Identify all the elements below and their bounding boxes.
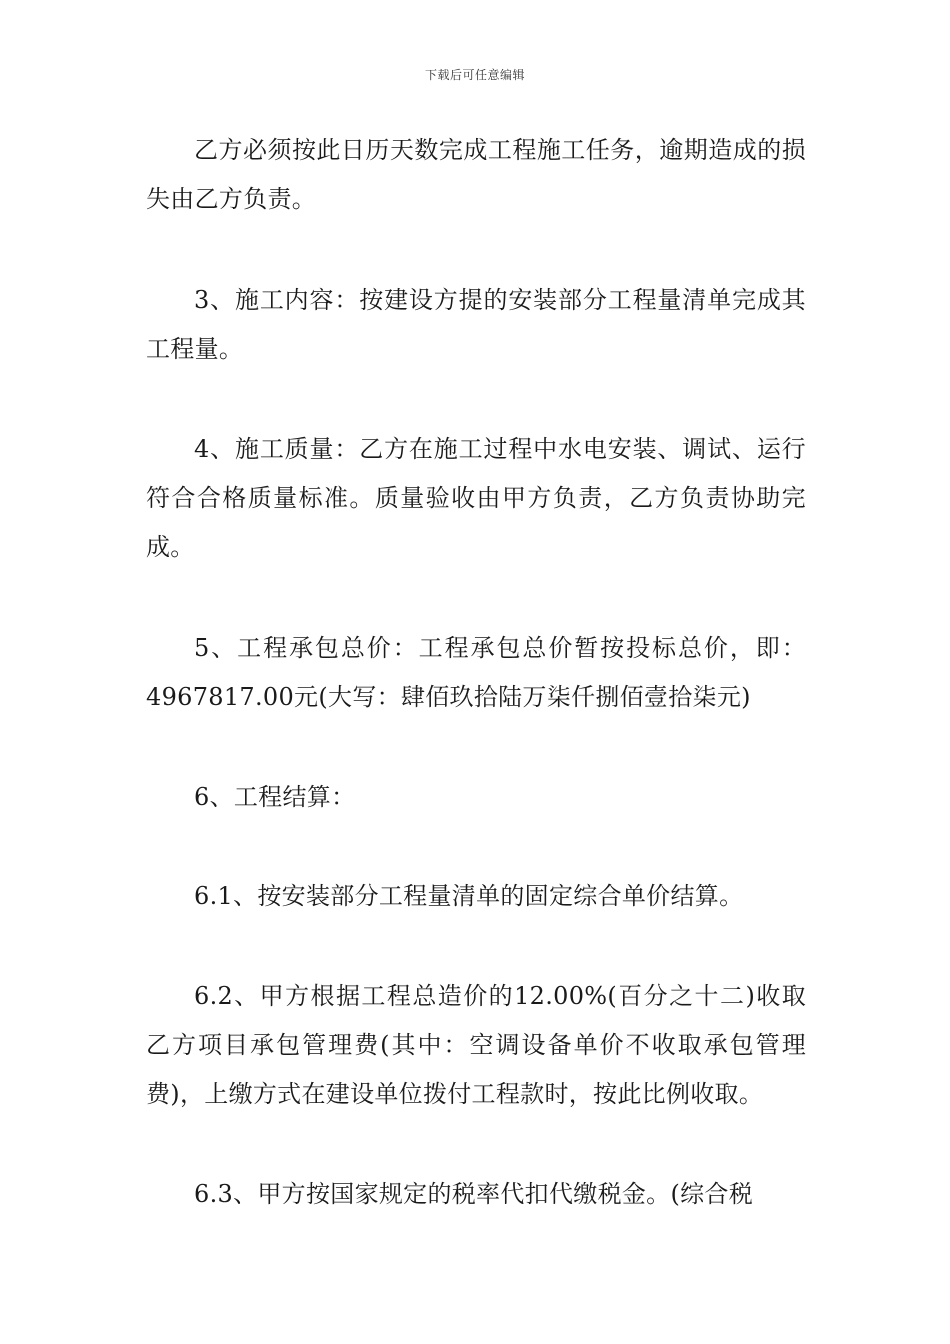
paragraph-settlement-6-2: 6.2、甲方根据工程总造价的12.00%(百分之十二)收取乙方项目承包管理费(其中：空调设备单价不收取承包管理费)，上缴方式在建设单位拨付工程款时，按此比例收取。 (146, 982, 806, 1108)
page-header: 下载后可任意编辑 (424, 68, 525, 82)
paragraph-settlement-6-1: 6.1、按安装部分工程量清单的固定综合单价结算。 (194, 882, 744, 910)
paragraph-settlement-6-3: 6.3、甲方按国家规定的税率代扣代缴税金。(综合税 (194, 1180, 754, 1208)
paragraph-settlement-heading: 6、工程结算： (194, 783, 356, 811)
paragraph-completion-deadline: 乙方必须按此日历天数完成工程施工任务，逾期造成的损失由乙方负责。 (146, 136, 806, 213)
paragraph-contract-price: 5、工程承包总价：工程承包总价暂按投标总价，即：4967817.00元(大写：肆佰玖拾陆万柒仟捌佰壹拾柒元) (146, 634, 806, 711)
paragraph-construction-content: 3、施工内容：按建设方提的安装部分工程量清单完成其工程量。 (146, 286, 806, 363)
paragraph-construction-quality: 4、施工质量：乙方在施工过程中水电安装、调试、运行符合合格质量标准。质量验收由甲方负责，乙方负责协助完成。 (146, 435, 806, 561)
